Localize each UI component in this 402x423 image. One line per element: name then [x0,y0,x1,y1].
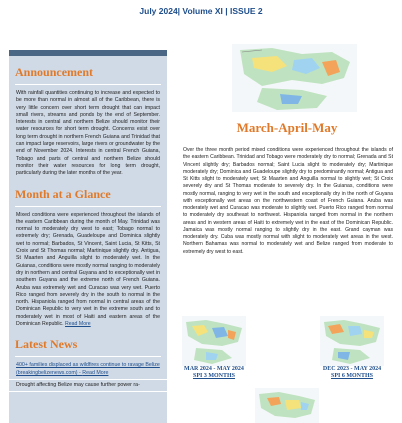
announcement-text: With rainfall quantities continuing to increase and expected to be more than normal in almost all of the Caribbean, there is very little concern over short term drought that can impact small rivers, streams and ponds by the end of September. Interests in central and northern Belize should monitor their water resources for short term drought. Concerns exist over long term drought in northern French Guiana and Trinidad that can impact large reservoirs, large rivers or groundwater by the end of November 2024. Interests in central French Guiana, Tobago and parts of central and northern Belize should monitor their water resources for long term drought, particularly during the later months of the year. [16,90,160,177]
announcement-heading: Announcement [15,65,94,79]
main-title: March-April-May [236,120,338,135]
news-read-more-link[interactable]: Read More [82,369,109,376]
spi-map-top [232,44,357,112]
spi-3-month-map [182,316,246,366]
spi-6-month-map [320,316,384,366]
spi-map-bottom [255,388,319,423]
news-item [9,360,167,380]
divider [15,356,161,357]
caption-period: DEC 2023 - MAY 2024 [322,366,382,372]
issue-header: July 2024| Volume XI | ISSUE 2 [139,6,263,16]
spi-6-month-caption [307,366,397,380]
read-more-link[interactable]: Read More [65,321,91,328]
divider [15,84,161,85]
sidebar [9,56,167,423]
main-body-text: Over the three month period mixed conditions were experienced throughout the islands of the eastern Caribbean. Trinidad and Tobago were moderately dry to normal; Grenada and St Vincent slightly dry; Barbados normal; Saint Lucia slight to moderately dry; Martinique moderately dry; Dominica and Guadeloupe slightly dry to predominantly normal; Antigua and St Kitts slight to moderately wet; St Maarten and Anguilla normal to slightly wet; St Croix severely dry and St Thomas moderate to severely dry. In the Guianas, conditions were mostly normal, ranging to very wet in the south and exceptionally dry in the north of Guyana with exceptionally wet areas on the northwestern coast of French Guiana. Aruba was moderately wet and Curacao was moderate to slightly wet. Puerto Rico ranged from normal to moderately dry southeast to northwest. Hispaniola ranged from normal in the northern areas and in western areas of Haiti to extremely wet in the east of the Dominican Republic. Jamaica was mostly normal ranging to slightly dry in the east. Grand cayman was moderately dry. Cuba was mostly normal with slight to moderately wet areas in the west. Northern Bahamas was normal to moderately wet and Belize ranged from moderate to extremely dry west to east. [183,147,393,255]
latest-news-heading: Latest News [15,337,78,352]
news-item [9,380,167,392]
caption-index: SPI 6 MONTHS [330,373,373,379]
caption-period: MAR 2024 - MAY 2024 [184,366,244,372]
caption-index: SPI 3 MONTHS [192,373,235,379]
news-headline-link[interactable]: 400+ families displaced as wildfires continue to ravage Belize (breakingbelizenews.com) - [16,362,160,376]
divider [15,206,161,207]
news-headline: Drought affecting Belize may cause further power ra- [16,381,140,388]
month-at-a-glance-heading: Month at a Glance [15,186,111,201]
month-at-a-glance-text [9,210,167,329]
glance-body: Mixed conditions were experienced throughout the islands of the eastern Caribbean during the month of May. Trinidad was normal to moderately dry west to east; Tobago normal to extremely dry; Grenada, Guadeloupe and Dominica slightly wet to normal; Barbados, St Vincent, Saint Lucia, St Kitts, St Croix and St Thomas normal; Martinique slightly dry. Antigua, St Maarten and Anguilla slight to moderately wet. In the Guianas, conditions were mostly normal ranging to moderately dry in northern and central Guyana and to exceptionally wet in southern Guyana and the extreme north of French Guiana. Aruba was extremely wet and Curacao was very wet. Puerto Rico ranged from severely dry in the south to normal in the north. Hispaniola ranged from normal in central areas of the Dominican Republic to very wet in the extreme south and to moderately wet in most of Haiti and eastern areas of the Dominican Republic. [16,211,160,328]
spi-3-month-caption [169,366,259,380]
